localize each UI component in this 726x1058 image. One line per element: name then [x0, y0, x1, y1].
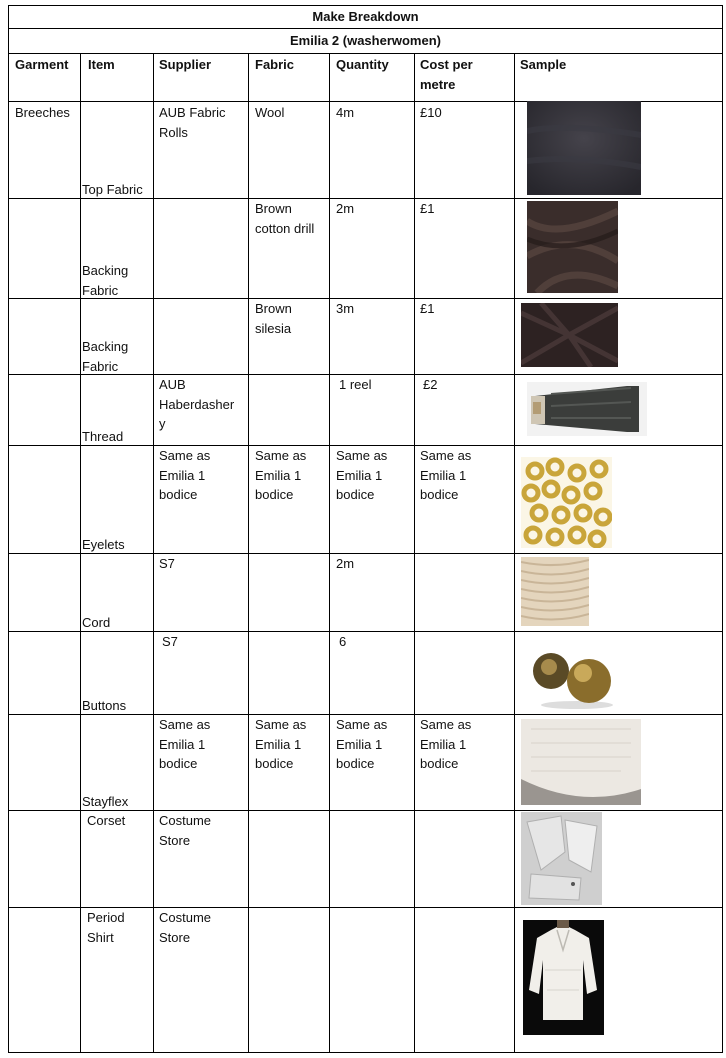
row-supplier: Same as Emilia 1 bodice: [159, 448, 211, 502]
row-quantity: 2m: [336, 201, 355, 216]
row-cost: Same as Emilia 1 bodice: [420, 448, 472, 502]
row-supplier: Same as Emilia 1 bodice: [159, 717, 211, 771]
make-breakdown-page: [8, 5, 723, 1053]
cream-cord-image: [521, 557, 589, 626]
row-quantity: Same as Emilia 1 bodice: [336, 717, 388, 771]
row-quantity: 2m: [336, 556, 355, 571]
header-supplier: Supplier: [159, 57, 212, 72]
rule: [8, 53, 723, 54]
row-item: Buttons: [82, 698, 127, 713]
row-fabric: Same as Emilia 1 bodice: [255, 717, 307, 771]
rule: [329, 53, 330, 1053]
row-item: Cord: [82, 615, 111, 630]
row-fabric: Brown cotton drill: [255, 201, 315, 236]
row-item: Top Fabric: [82, 182, 143, 197]
row-item: Period Shirt: [87, 910, 125, 945]
row-item: Backing Fabric: [82, 339, 129, 374]
row-supplier: AUB Haberdasher y: [159, 377, 235, 431]
rule: [8, 1052, 723, 1053]
row-item: Thread: [82, 429, 124, 444]
row-quantity: 3m: [336, 301, 355, 316]
rule: [414, 53, 415, 1053]
thread-reel-image: [527, 382, 647, 436]
row-supplier: S7: [159, 556, 175, 571]
rule: [722, 5, 723, 1053]
row-supplier: Costume Store: [159, 813, 212, 848]
header-cost: Cost per metre: [420, 57, 473, 92]
stayflex-interfacing-image: [521, 719, 641, 805]
row-cost: £2: [423, 377, 438, 392]
document-subtitle: Emilia 2 (washerwomen): [290, 33, 441, 48]
document-title: Make Breakdown: [312, 9, 419, 24]
header-fabric: Fabric: [255, 57, 295, 72]
row-item: Corset: [87, 813, 126, 828]
header-item: Item: [88, 57, 115, 72]
header-quantity: Quantity: [336, 57, 389, 72]
corset-pattern-image: [521, 812, 602, 905]
row-cost: £10: [420, 105, 442, 120]
row-fabric: Brown silesia: [255, 301, 292, 336]
row-item: Eyelets: [82, 537, 125, 552]
brass-buttons-image: [527, 647, 615, 709]
header-sample: Sample: [520, 57, 567, 72]
row-garment: Breeches: [15, 105, 70, 120]
rule: [8, 28, 723, 29]
row-supplier: Costume Store: [159, 910, 212, 945]
row-cost: £1: [420, 201, 435, 216]
header-garment: Garment: [15, 57, 69, 72]
row-supplier: AUB Fabric Rolls: [159, 105, 226, 140]
rule: [8, 5, 723, 6]
row-cost: Same as Emilia 1 bodice: [420, 717, 472, 771]
rule: [153, 53, 154, 1053]
row-cost: £1: [420, 301, 435, 316]
brown-silesia-swatch-image: [521, 303, 618, 367]
row-supplier: S7: [162, 634, 178, 649]
dark-wool-swatch-image: [527, 101, 641, 195]
white-period-shirt-image: [523, 920, 604, 1035]
rule: [8, 5, 9, 1053]
row-quantity: 4m: [336, 105, 355, 120]
row-item: Stayflex: [82, 794, 129, 809]
row-quantity: 6: [339, 634, 347, 649]
row-item: Backing Fabric: [82, 263, 129, 298]
rule: [80, 53, 81, 1053]
rule: [8, 631, 723, 632]
row-fabric: Same as Emilia 1 bodice: [255, 448, 307, 502]
brown-drill-swatch-image: [527, 201, 618, 293]
rule: [248, 53, 249, 1053]
row-quantity: Same as Emilia 1 bodice: [336, 448, 388, 502]
row-fabric: Wool: [255, 105, 285, 120]
brass-eyelets-image: [521, 457, 612, 548]
rule: [514, 53, 515, 1053]
row-quantity: 1 reel: [339, 377, 372, 392]
